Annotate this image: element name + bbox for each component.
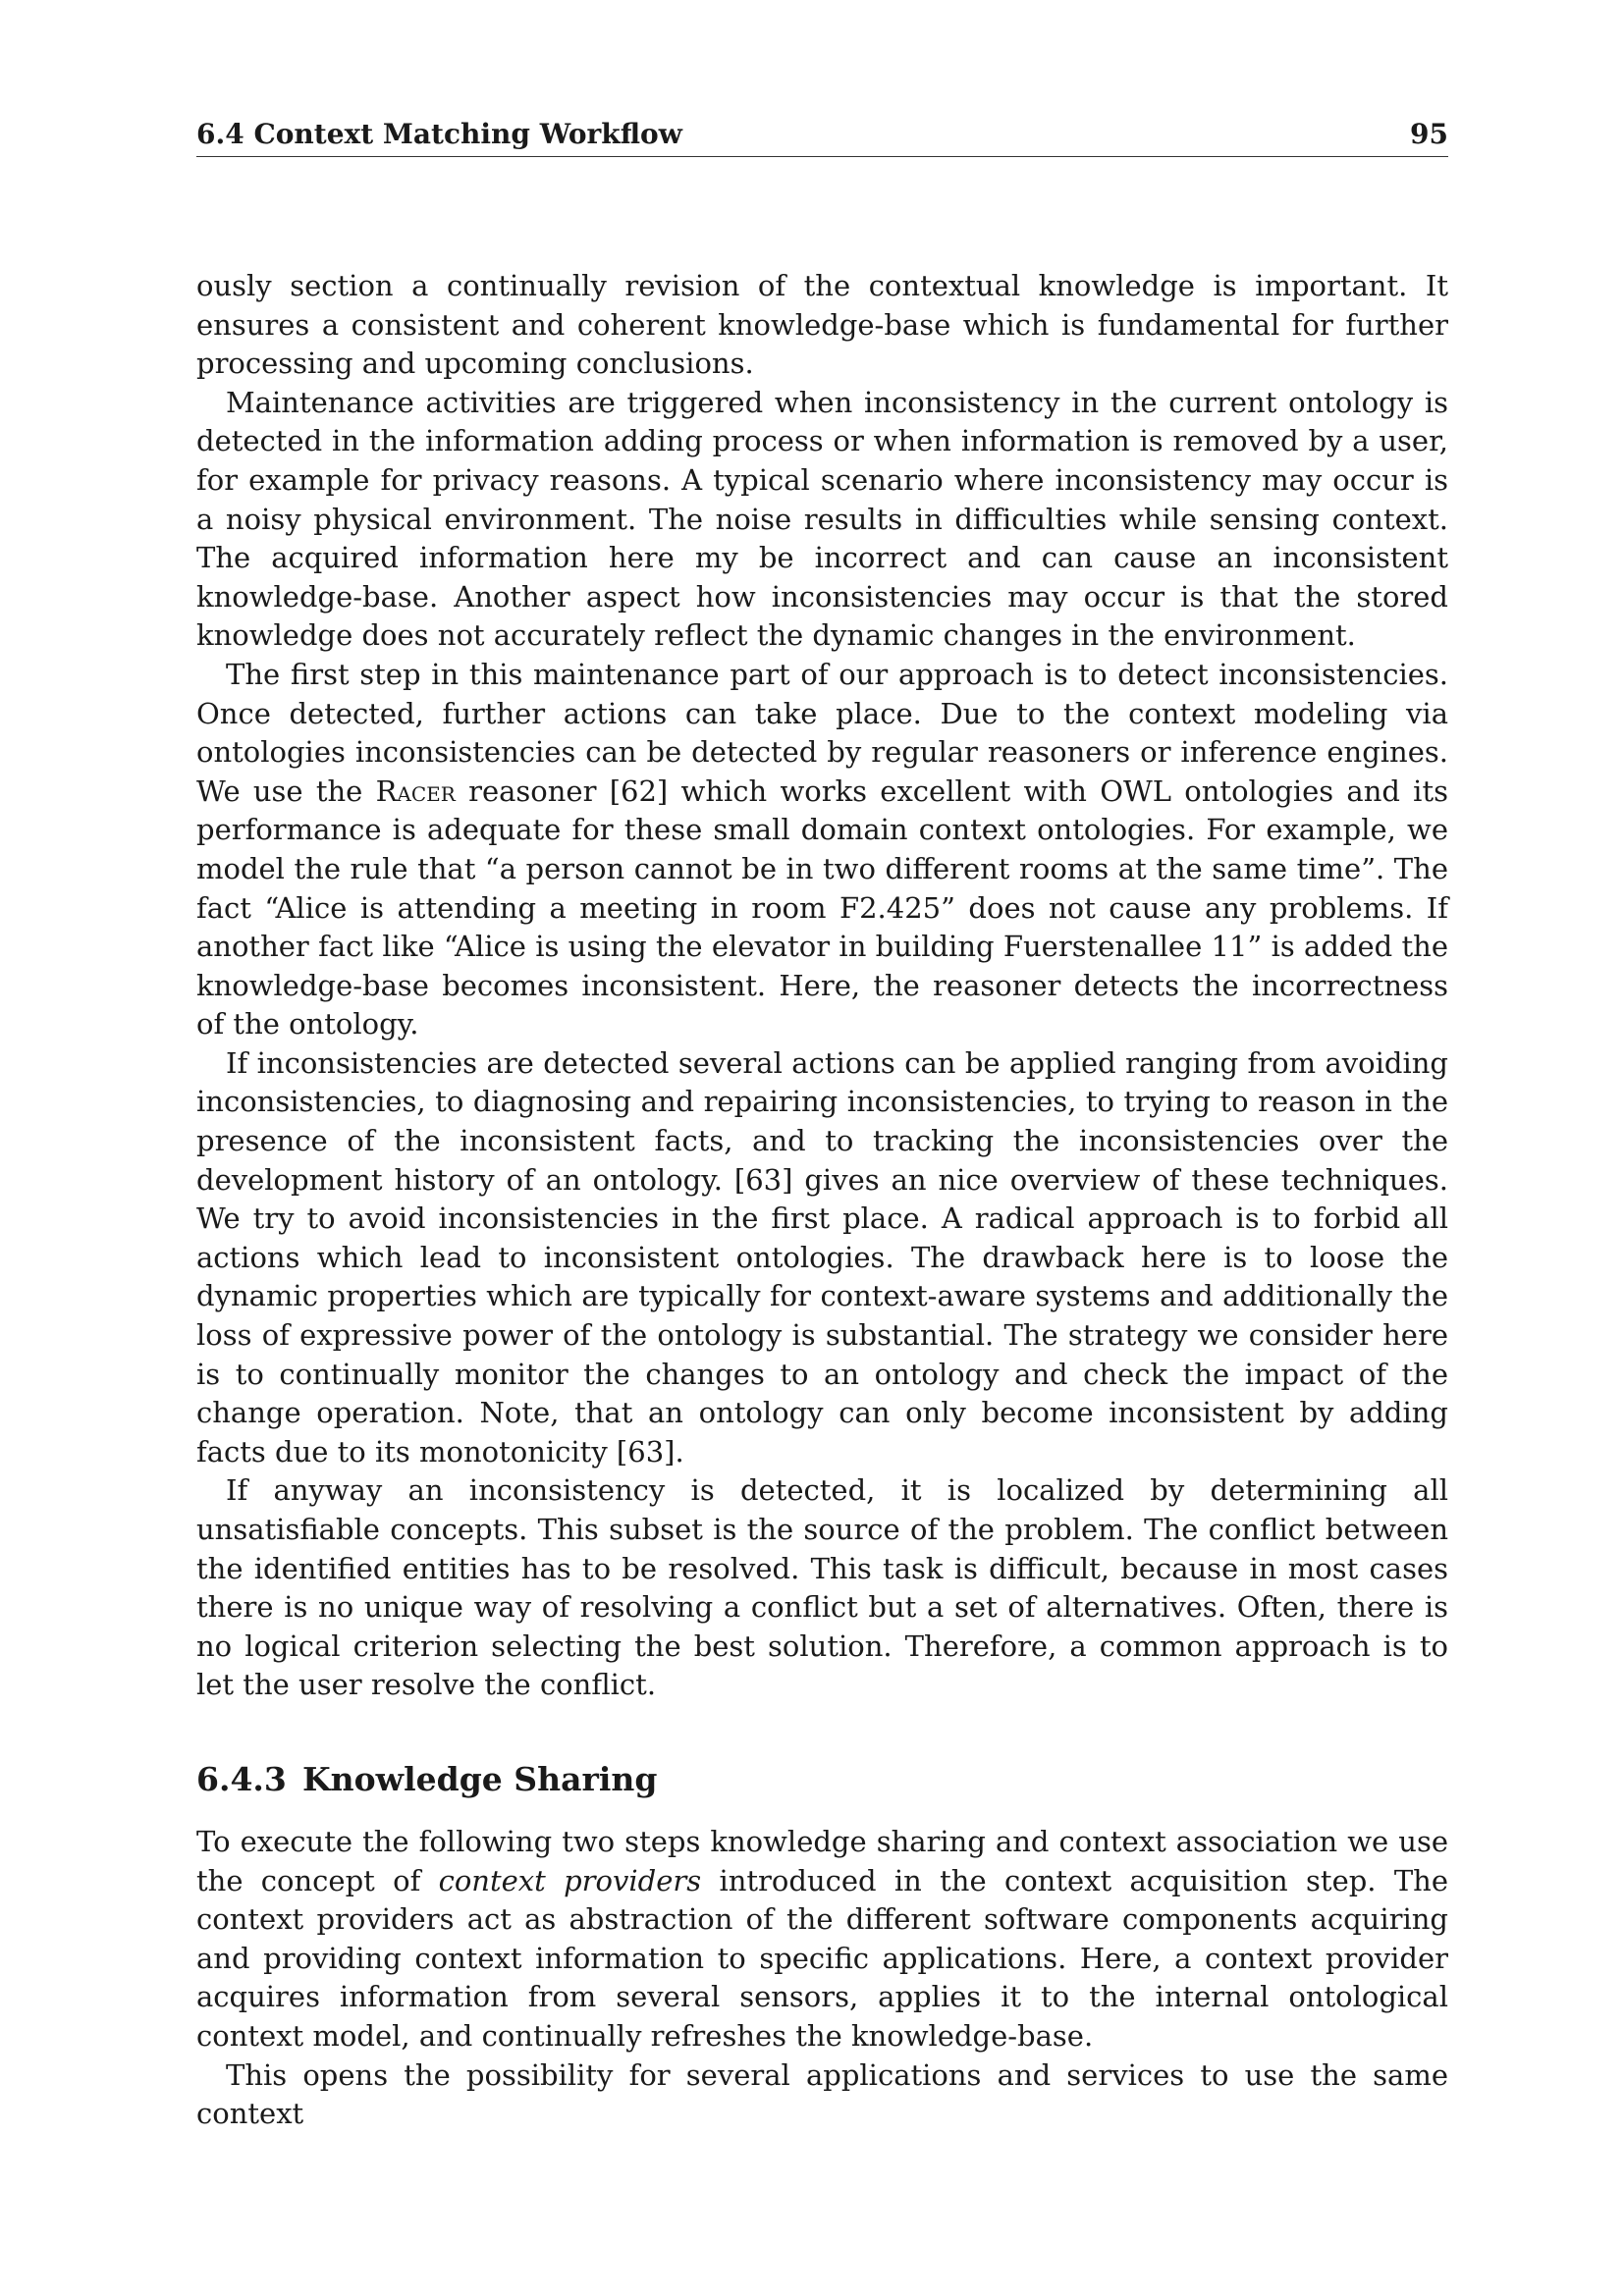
paragraph-text: reasoner [62] which works excellent with OWL ontologies and its performance is adequate for these small domain context ontologies. For example, we model the rule that “a person cannot be in two different rooms at the same time”. The fact “Alice is attending a meeting in room F2.425” does not cause any problems. If another fact like “Alice is using the elevator in building Fuerstenallee 11” is added the knowledge-base becomes inconsistent. Here, the reasoner detects the incorrectness of the ontology. bbox=[196, 774, 1448, 1041]
paragraph: If anyway an inconsistency is detected, it is localized by determining all unsatisfiable concepts. This subset is the source of the problem. The conflict between the identified entities has to be resolved. This task is difficult, because in most cases there is no unique way of resolving a conflict but a set of alternatives. Often, there is no logical criterion selecting the best solution. Therefore, a common approach is to let the user resolve the conflict. bbox=[196, 1473, 1448, 1702]
paragraph bbox=[196, 1823, 1448, 2056]
section-heading bbox=[196, 1760, 1448, 1799]
paragraph: ously section a continually revision of the contextual knowledge is important. It ensures a consistent and coherent knowledge-base which is fundamental for further processing and upcoming conclusions. bbox=[196, 269, 1448, 381]
paragraph-text: introduced in the context acquisition step. The context providers act as abstraction of the different software components acquiring and providing context information to specific applications. Here, a context provider acquires information from several sensors, applies it to the internal ontological context model, and continually refreshes the knowledge-base. bbox=[196, 1863, 1449, 2053]
running-header bbox=[196, 118, 1448, 157]
body-text bbox=[196, 267, 1448, 2134]
paragraph: If inconsistencies are detected several actions can be applied ranging from avoiding inconsistencies, to diagnosing and repairing inconsistencies, to trying to reason in the presence of the inconsistent facts, and to tracking the inconsistencies over the development history of an ontology. [63] gives an nice overview of these techniques. We try to avoid inconsistencies in the first place. A radical approach is to forbid all actions which lead to inconsistent ontologies. The drawback here is to loose the dynamic properties which are typically for context-aware systems and additionally the loss of expressive power of the ontology is substantial. The strategy we consider here is to continually monitor the changes to an ontology and check the impact of the change operation. Note, that an ontology can only become inconsistent by adding facts due to its monotonicity [63]. bbox=[196, 1045, 1448, 1468]
section-number: 6.4.3 bbox=[196, 1759, 287, 1798]
emphasis-context-providers: context providers bbox=[438, 1863, 702, 1897]
page bbox=[196, 118, 1448, 2134]
paragraph: Maintenance activities are triggered when inconsistency in the current ontology is detected in the information adding process or when information is removed by a user, for example for privacy reasons. A typical scenario where inconsistency may occur is a noisy physical environment. The noise results in difficulties while sensing context. The acquired information here my be incorrect and can cause an inconsistent knowledge-base. Another aspect how inconsistencies may occur is that the stored knowledge does not accurately reflect the dynamic changes in the environment. bbox=[196, 385, 1448, 653]
racer-name: Racer bbox=[375, 774, 456, 808]
page-number: 95 bbox=[1410, 118, 1448, 150]
paragraph-text: To execute the following two steps knowledge sharing and context association we use the concept of bbox=[196, 1824, 1448, 1897]
paragraph-text: The first step in this maintenance part of our approach is to detect inconsistencies. Once detected, further actions can take place. Due to the context modeling via ontologies inconsistencies can be detected by regular reasoners or inference engines. We use the bbox=[196, 657, 1448, 808]
section-title: Knowledge Sharing bbox=[302, 1759, 658, 1798]
paragraph: This opens the possibility for several applications and services to use the same context bbox=[196, 2057, 1448, 2131]
running-header-title: 6.4 Context Matching Workflow bbox=[196, 118, 682, 150]
paragraph bbox=[196, 656, 1448, 1044]
